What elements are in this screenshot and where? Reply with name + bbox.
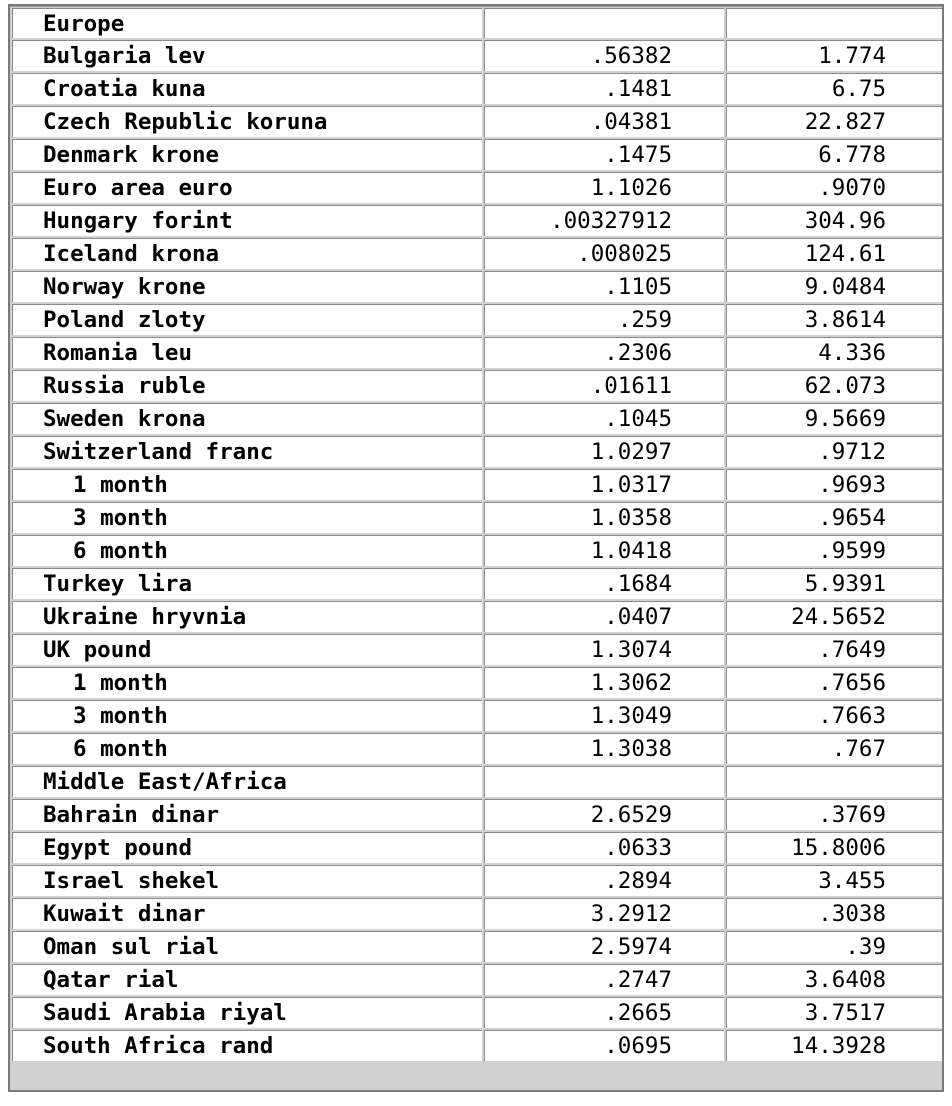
table-row (12, 172, 944, 203)
usd-equiv-value: .00327912 (484, 205, 724, 236)
usd-equiv-value: 1.1026 (484, 172, 724, 203)
currency-table-container (8, 4, 944, 1092)
usd-equiv-value: .0407 (484, 601, 724, 632)
per-usd-value: 15.8006 (726, 832, 944, 863)
usd-equiv-value: .1045 (484, 403, 724, 434)
forward-term: 3 month (12, 502, 482, 533)
per-usd-value: 6.778 (726, 139, 944, 170)
empty-cell (726, 8, 944, 38)
table-row (12, 40, 944, 71)
usd-equiv-value: .04381 (484, 106, 724, 137)
table-row (12, 700, 944, 731)
currency-name: Switzerland franc (12, 436, 482, 467)
currency-name: Norway krone (12, 271, 482, 302)
table-row (12, 865, 944, 896)
table-row (12, 964, 944, 995)
forward-term: 6 month (12, 733, 482, 764)
currency-name: Israel shekel (12, 865, 482, 896)
currency-name: Oman sul rial (12, 931, 482, 962)
per-usd-value: 3.455 (726, 865, 944, 896)
table-row (12, 898, 944, 929)
per-usd-value: 124.61 (726, 238, 944, 269)
usd-equiv-value: 1.3062 (484, 667, 724, 698)
currency-name: Hungary forint (12, 205, 482, 236)
group-title: Middle East/Africa (12, 766, 482, 797)
per-usd-value: 304.96 (726, 205, 944, 236)
table-row (12, 337, 944, 368)
currency-name: Bahrain dinar (12, 799, 482, 830)
currency-name: UK pound (12, 634, 482, 665)
usd-equiv-value: .1481 (484, 73, 724, 104)
per-usd-value: .9599 (726, 535, 944, 566)
usd-equiv-value: .0695 (484, 1030, 724, 1061)
table-row (12, 799, 944, 830)
usd-equiv-value: 1.0418 (484, 535, 724, 566)
usd-equiv-value: .2894 (484, 865, 724, 896)
empty-cell (726, 766, 944, 797)
currency-name: Bulgaria lev (12, 40, 482, 71)
table-row (12, 436, 944, 467)
per-usd-value: .9693 (726, 469, 944, 500)
table-row (12, 370, 944, 401)
per-usd-value: 3.7517 (726, 997, 944, 1028)
forward-term: 3 month (12, 700, 482, 731)
per-usd-value: .3038 (726, 898, 944, 929)
currency-name: Turkey lira (12, 568, 482, 599)
currency-table (10, 6, 944, 1063)
currency-name: Croatia kuna (12, 73, 482, 104)
per-usd-value: .767 (726, 733, 944, 764)
currency-name: Qatar rial (12, 964, 482, 995)
currency-name: Euro area euro (12, 172, 482, 203)
table-row (12, 634, 944, 665)
forward-term: 6 month (12, 535, 482, 566)
usd-equiv-value: 2.5974 (484, 931, 724, 962)
usd-equiv-value: 1.3049 (484, 700, 724, 731)
usd-equiv-value: .2665 (484, 997, 724, 1028)
per-usd-value: 62.073 (726, 370, 944, 401)
table-row (12, 469, 944, 500)
table-row (12, 535, 944, 566)
per-usd-value: 22.827 (726, 106, 944, 137)
per-usd-value: 3.6408 (726, 964, 944, 995)
per-usd-value: 24.5652 (726, 601, 944, 632)
per-usd-value: .9070 (726, 172, 944, 203)
table-row (12, 997, 944, 1028)
group-header-row (12, 8, 944, 38)
usd-equiv-value: .1684 (484, 568, 724, 599)
usd-equiv-value: .0633 (484, 832, 724, 863)
currency-name: Czech Republic koruna (12, 106, 482, 137)
currency-name: Russia ruble (12, 370, 482, 401)
per-usd-value: 6.75 (726, 73, 944, 104)
usd-equiv-value: 1.0358 (484, 502, 724, 533)
group-header-row (12, 766, 944, 797)
usd-equiv-value: .008025 (484, 238, 724, 269)
forward-term: 1 month (12, 667, 482, 698)
usd-equiv-value: 2.6529 (484, 799, 724, 830)
usd-equiv-value: 1.3074 (484, 634, 724, 665)
usd-equiv-value: .56382 (484, 40, 724, 71)
per-usd-value: 4.336 (726, 337, 944, 368)
per-usd-value: .3769 (726, 799, 944, 830)
currency-name: Ukraine hryvnia (12, 601, 482, 632)
per-usd-value: 9.0484 (726, 271, 944, 302)
usd-equiv-value: .2306 (484, 337, 724, 368)
usd-equiv-value: 1.3038 (484, 733, 724, 764)
usd-equiv-value: .1475 (484, 139, 724, 170)
table-row (12, 568, 944, 599)
currency-name: Denmark krone (12, 139, 482, 170)
usd-equiv-value: .1105 (484, 271, 724, 302)
per-usd-value: 1.774 (726, 40, 944, 71)
table-row (12, 502, 944, 533)
per-usd-value: 5.9391 (726, 568, 944, 599)
group-title: Europe (12, 8, 482, 38)
per-usd-value: .39 (726, 931, 944, 962)
currency-name: Saudi Arabia riyal (12, 997, 482, 1028)
currency-name: Egypt pound (12, 832, 482, 863)
currency-table-body (12, 8, 944, 1061)
table-row (12, 832, 944, 863)
per-usd-value: .9712 (726, 436, 944, 467)
usd-equiv-value: 1.0317 (484, 469, 724, 500)
table-row (12, 73, 944, 104)
table-row (12, 304, 944, 335)
per-usd-value: .7656 (726, 667, 944, 698)
table-row (12, 667, 944, 698)
usd-equiv-value: 1.0297 (484, 436, 724, 467)
table-row (12, 1030, 944, 1061)
empty-cell (484, 766, 724, 797)
currency-name: Iceland krona (12, 238, 482, 269)
currency-name: South Africa rand (12, 1030, 482, 1061)
table-row (12, 601, 944, 632)
table-row (12, 271, 944, 302)
table-row (12, 106, 944, 137)
per-usd-value: 14.3928 (726, 1030, 944, 1061)
table-row (12, 733, 944, 764)
usd-equiv-value: .01611 (484, 370, 724, 401)
per-usd-value: 3.8614 (726, 304, 944, 335)
usd-equiv-value: .2747 (484, 964, 724, 995)
currency-name: Romania leu (12, 337, 482, 368)
table-row (12, 238, 944, 269)
per-usd-value: .7649 (726, 634, 944, 665)
table-row (12, 205, 944, 236)
table-row (12, 139, 944, 170)
usd-equiv-value: 3.2912 (484, 898, 724, 929)
per-usd-value: .9654 (726, 502, 944, 533)
currency-name: Kuwait dinar (12, 898, 482, 929)
per-usd-value: .7663 (726, 700, 944, 731)
table-row (12, 931, 944, 962)
currency-name: Poland zloty (12, 304, 482, 335)
per-usd-value: 9.5669 (726, 403, 944, 434)
empty-cell (484, 8, 724, 38)
table-row (12, 403, 944, 434)
usd-equiv-value: .259 (484, 304, 724, 335)
currency-name: Sweden krona (12, 403, 482, 434)
forward-term: 1 month (12, 469, 482, 500)
